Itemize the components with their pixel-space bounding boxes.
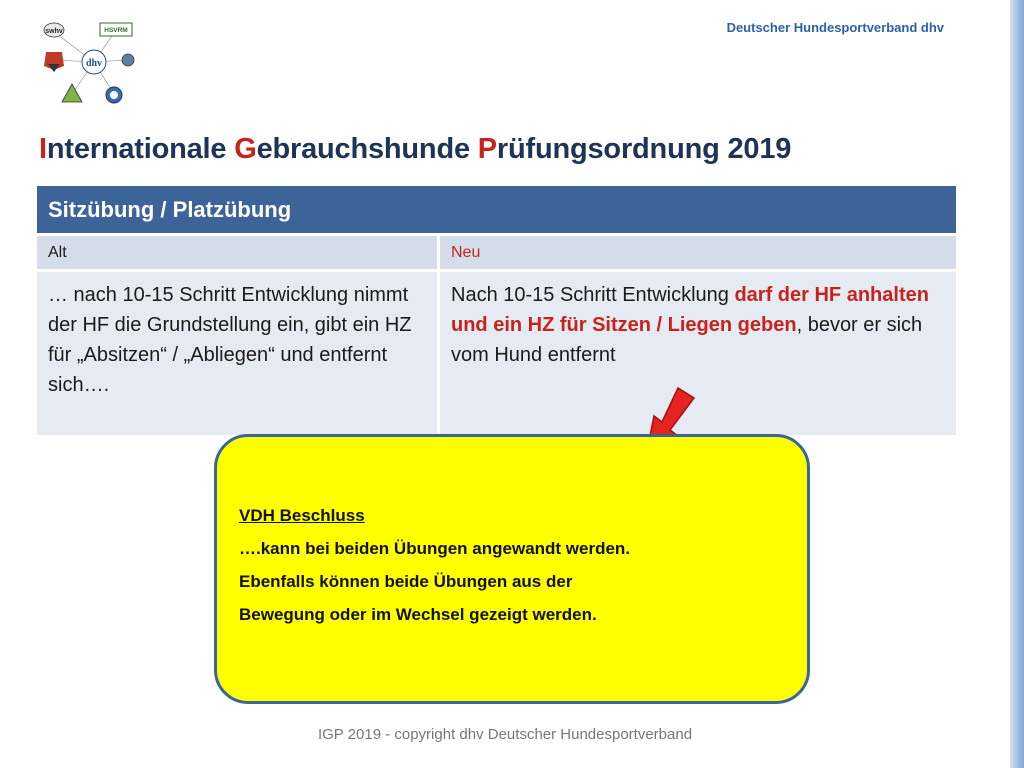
dhv-logo-icon — [82, 50, 106, 74]
column-label-neu: Neu — [440, 233, 956, 269]
cell-alt-text: … nach 10-15 Schritt Entwicklung nimmt der HF die Grundstellung ein, gibt ein HZ für „Absitzen“ / „Abliegen“ und entfernt sich…. — [37, 269, 440, 435]
vdh-decision-callout — [214, 434, 810, 704]
association-logos-icon — [36, 18, 146, 113]
logo-cluster — [36, 18, 146, 113]
callout-line-3: Bewegung oder im Wechsel gezeigt werden. — [239, 605, 597, 624]
page-title: Internationale Gebrauchshunde Prüfungsordnung 2019 — [39, 133, 792, 165]
hsvrm-logo-icon — [100, 23, 132, 36]
round-emblem-icon — [106, 87, 122, 103]
table-row — [37, 269, 956, 435]
callout-line-2: Ebenfalls können beide Übungen aus der — [239, 572, 573, 591]
dog-emblem-icon — [44, 52, 64, 72]
club-emblem-icon — [122, 54, 134, 66]
org-name: Deutscher Hundesportverband dhv — [726, 20, 944, 35]
triangle-emblem-icon — [62, 84, 82, 102]
callout-heading: VDH Beschluss — [239, 506, 365, 525]
callout-line-1: ….kann bei beiden Übungen angewandt werden. — [239, 539, 631, 558]
table-header: Sitzübung / Platzübung — [37, 186, 956, 233]
column-label-alt: Alt — [37, 233, 440, 269]
callout-text — [239, 499, 630, 631]
comparison-table — [37, 186, 956, 435]
footer-copyright: IGP 2019 - copyright dhv Deutscher Hundesportverband — [317, 726, 693, 743]
column-label-row — [37, 233, 956, 269]
cell-neu-text: Nach 10-15 Schritt Entwicklung darf der HF anhalten und ein HZ für Sitzen / Liegen geben, bevor er sich vom Hund entfernt — [440, 269, 956, 435]
swhv-logo-icon — [44, 23, 64, 37]
svg-text:HSVRM: HSVRM — [104, 27, 128, 34]
svg-text:dhv: dhv — [85, 58, 103, 69]
svg-text:swhv: swhv — [45, 28, 63, 35]
slide-side-band — [1010, 0, 1024, 768]
